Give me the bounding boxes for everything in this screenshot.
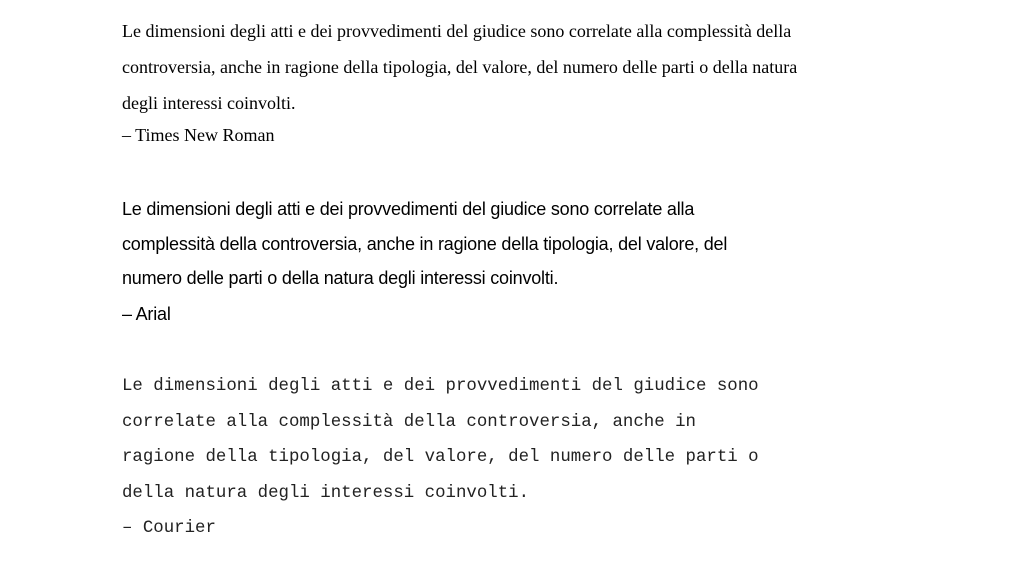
font-caption: – Times New Roman	[122, 125, 275, 145]
sample-text-line: ragione della tipologia, del valore, del numero delle parti o	[122, 448, 759, 467]
font-caption: – Courier	[122, 519, 216, 538]
sample-text-line: numero delle parti o della natura degli interessi coinvolti.	[122, 268, 559, 288]
arial-sample	[122, 192, 727, 332]
sample-text-line: controversia, anche in ragione della tipologia, del valore, del numero delle parti o della natura	[122, 57, 798, 77]
courier-sample	[122, 369, 759, 547]
sample-text-line: degli interessi coinvolti.	[122, 93, 296, 113]
times-new-roman-sample	[122, 13, 797, 149]
sample-text-line: della natura degli interessi coinvolti.	[122, 483, 530, 503]
font-caption: – Arial	[122, 303, 171, 324]
sample-text-line: Le dimensioni degli atti e dei provvedimenti del giudice sono correlate alla complessità della	[122, 21, 792, 41]
sample-text-line: complessità della controversia, anche in ragione della tipologia, del valore, del	[122, 233, 728, 254]
sample-text-line: correlate alla complessità della controversia, anche in	[122, 412, 696, 432]
sample-text-line: Le dimensioni degli atti e dei provvedimenti del giudice sono	[122, 377, 759, 396]
sample-text-line: Le dimensioni degli atti e dei provvedimenti del giudice sono correlate alla	[122, 199, 695, 219]
